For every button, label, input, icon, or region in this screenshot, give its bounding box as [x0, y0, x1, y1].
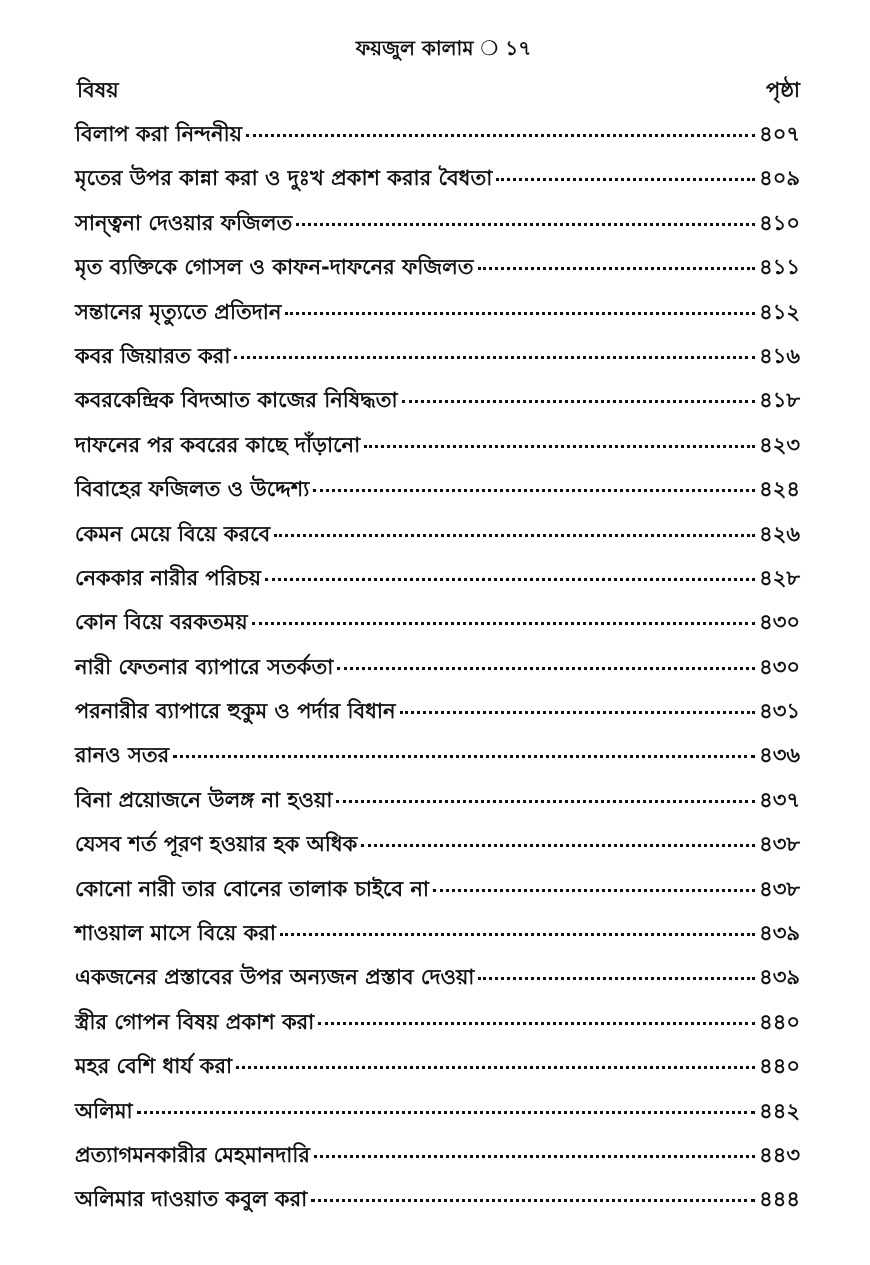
dot-leader: [234, 355, 755, 359]
toc-entry: [75, 733, 800, 777]
dot-leader: [137, 1110, 755, 1114]
toc-entry: [75, 201, 800, 245]
entry-page: ৪৩৯: [759, 965, 800, 990]
entry-title: অলিমা: [75, 1098, 133, 1123]
entry-page: ৪৩০: [759, 654, 800, 679]
entry-page: ৪২৩: [759, 432, 800, 457]
toc-entry: [75, 1000, 800, 1044]
column-headers: [75, 68, 800, 112]
toc-entry: [75, 378, 800, 422]
entry-page: ৪২৪: [759, 477, 800, 502]
toc-entry: [75, 112, 800, 156]
entry-page: ৪৩৯: [759, 921, 800, 946]
toc-entry: [75, 1177, 800, 1221]
subject-column-label: বিষয়: [77, 78, 119, 102]
dot-leader: [318, 1021, 755, 1025]
toc-entry: [75, 778, 800, 822]
dot-leader: [313, 488, 755, 492]
dot-leader: [285, 311, 755, 315]
dot-leader: [296, 222, 755, 226]
entry-page: ৪১৮: [759, 388, 800, 413]
dot-leader: [265, 577, 755, 581]
toc-entry: [75, 245, 800, 289]
entry-title: নেককার নারীর পরিচয়: [75, 565, 261, 590]
dot-leader: [280, 932, 755, 936]
dot-leader: [361, 843, 755, 847]
toc-entry: [75, 556, 800, 600]
dot-leader: [252, 621, 755, 625]
entry-title: মৃতের উপর কান্না করা ও দুঃখ প্রকাশ করার বৈধতা: [75, 166, 493, 191]
entry-page: ৪২৮: [759, 565, 800, 590]
toc-entry: [75, 512, 800, 556]
toc-entry: [75, 600, 800, 644]
dot-leader: [478, 976, 755, 980]
dot-leader: [314, 1154, 755, 1158]
entry-page: ৪৩০: [759, 610, 800, 635]
dot-leader: [337, 666, 755, 670]
entry-page: ৪৪২: [759, 1098, 800, 1123]
toc-entry: [75, 156, 800, 200]
entry-page: ৪১০: [759, 210, 800, 235]
dot-leader: [336, 799, 755, 803]
entry-title: পরনারীর ব্যাপারে হুকুম ও পর্দার বিধান: [75, 699, 396, 724]
page-header: ফয়জুল কালাম ❍ ১৭: [355, 36, 532, 60]
entry-title: স্ত্রীর গোপন বিষয় প্রকাশ করা: [75, 1009, 315, 1034]
entry-page: ৪৩৬: [759, 743, 800, 768]
dot-leader: [364, 444, 755, 448]
dot-leader: [173, 754, 755, 758]
entry-page: ৪৩৮: [759, 876, 800, 901]
toc-entry: [75, 1133, 800, 1177]
dot-leader: [433, 888, 755, 892]
entry-title: বিলাপ করা নিন্দনীয়: [75, 122, 242, 146]
entry-page: ৪৩৭: [759, 787, 800, 812]
toc-entry: [75, 334, 800, 378]
dot-leader: [246, 133, 755, 137]
toc-entry: [75, 1044, 800, 1088]
toc-entry: [75, 822, 800, 866]
toc-entry: [75, 423, 800, 467]
entry-title: নারী ফেতনার ব্যাপারে সতর্কতা: [75, 654, 334, 679]
entry-title: সন্তানের মৃত্যুতে প্রতিদান: [75, 299, 282, 324]
entry-title: কবর জিয়ারত করা: [75, 343, 231, 368]
entry-page: ৪০৯: [759, 166, 800, 191]
entry-title: রানও সতর: [75, 743, 170, 768]
entry-page: ৪৩৮: [759, 832, 800, 857]
toc-entry: [75, 689, 800, 733]
entry-title: মৃত ব্যক্তিকে গোসল ও কাফন-দাফনের ফজিলত: [75, 255, 474, 280]
entry-title: সান্ত্বনা দেওয়ার ফজিলত: [75, 210, 293, 235]
entry-title: কেমন মেয়ে বিয়ে করবে: [75, 521, 271, 546]
toc-entry: [75, 645, 800, 689]
toc-entry: [75, 290, 800, 334]
entry-page: ৪১১: [759, 255, 800, 280]
entry-page: ৪১২: [759, 299, 800, 324]
entry-page: ৪৪০: [759, 1054, 800, 1079]
entry-title: যেসব শর্ত পূরণ হওয়ার হক অধিক: [75, 832, 358, 857]
entry-title: বিনা প্রয়োজনে উলঙ্গ না হওয়া: [75, 787, 333, 812]
entry-page: ৪২৬: [759, 521, 800, 546]
entry-title: কবরকেন্দ্রিক বিদআত কাজের নিষিদ্ধতা: [75, 388, 398, 413]
dot-leader: [496, 177, 755, 181]
dot-leader: [274, 533, 755, 537]
toc-entry: [75, 467, 800, 511]
toc-entry: [75, 867, 800, 911]
entry-title: অলিমার দাওয়াত কবুল করা: [75, 1187, 308, 1212]
entry-page: ৪১৬: [759, 343, 800, 368]
entry-title: দাফনের পর কবরের কাছে দাঁড়ানো: [75, 432, 361, 457]
toc-entry: [75, 911, 800, 955]
toc-list: [75, 112, 800, 1222]
dot-leader: [236, 1065, 755, 1069]
dot-leader: [400, 710, 756, 714]
entry-title: মহর বেশি ধার্য করা: [75, 1054, 233, 1079]
entry-page: ৪৪০: [759, 1009, 800, 1034]
page-column-label: পৃষ্ঠা: [765, 78, 800, 102]
entry-page: ৪৪৩: [759, 1142, 800, 1167]
entry-title: প্রত্যাগমনকারীর মেহমানদারি: [75, 1142, 310, 1167]
entry-page: ৪৪৪: [759, 1187, 800, 1212]
toc-entry: [75, 955, 800, 999]
dot-leader: [311, 1198, 755, 1202]
entry-title: কোন বিয়ে বরকতময়: [75, 610, 248, 635]
entry-page: ৪০৭: [759, 122, 800, 146]
dot-leader: [478, 266, 756, 270]
entry-title: একজনের প্রস্তাবের উপর অন্যজন প্রস্তাব দেওয়া: [75, 965, 475, 990]
dot-leader: [402, 399, 756, 403]
entry-title: শাওয়াল মাসে বিয়ে করা: [75, 921, 276, 946]
entry-page: ৪৩১: [759, 699, 800, 724]
toc-entry: [75, 1089, 800, 1133]
entry-title: বিবাহের ফজিলত ও উদ্দেশ্য: [75, 477, 310, 502]
entry-title: কোনো নারী তার বোনের তালাক চাইবে না: [75, 876, 430, 901]
